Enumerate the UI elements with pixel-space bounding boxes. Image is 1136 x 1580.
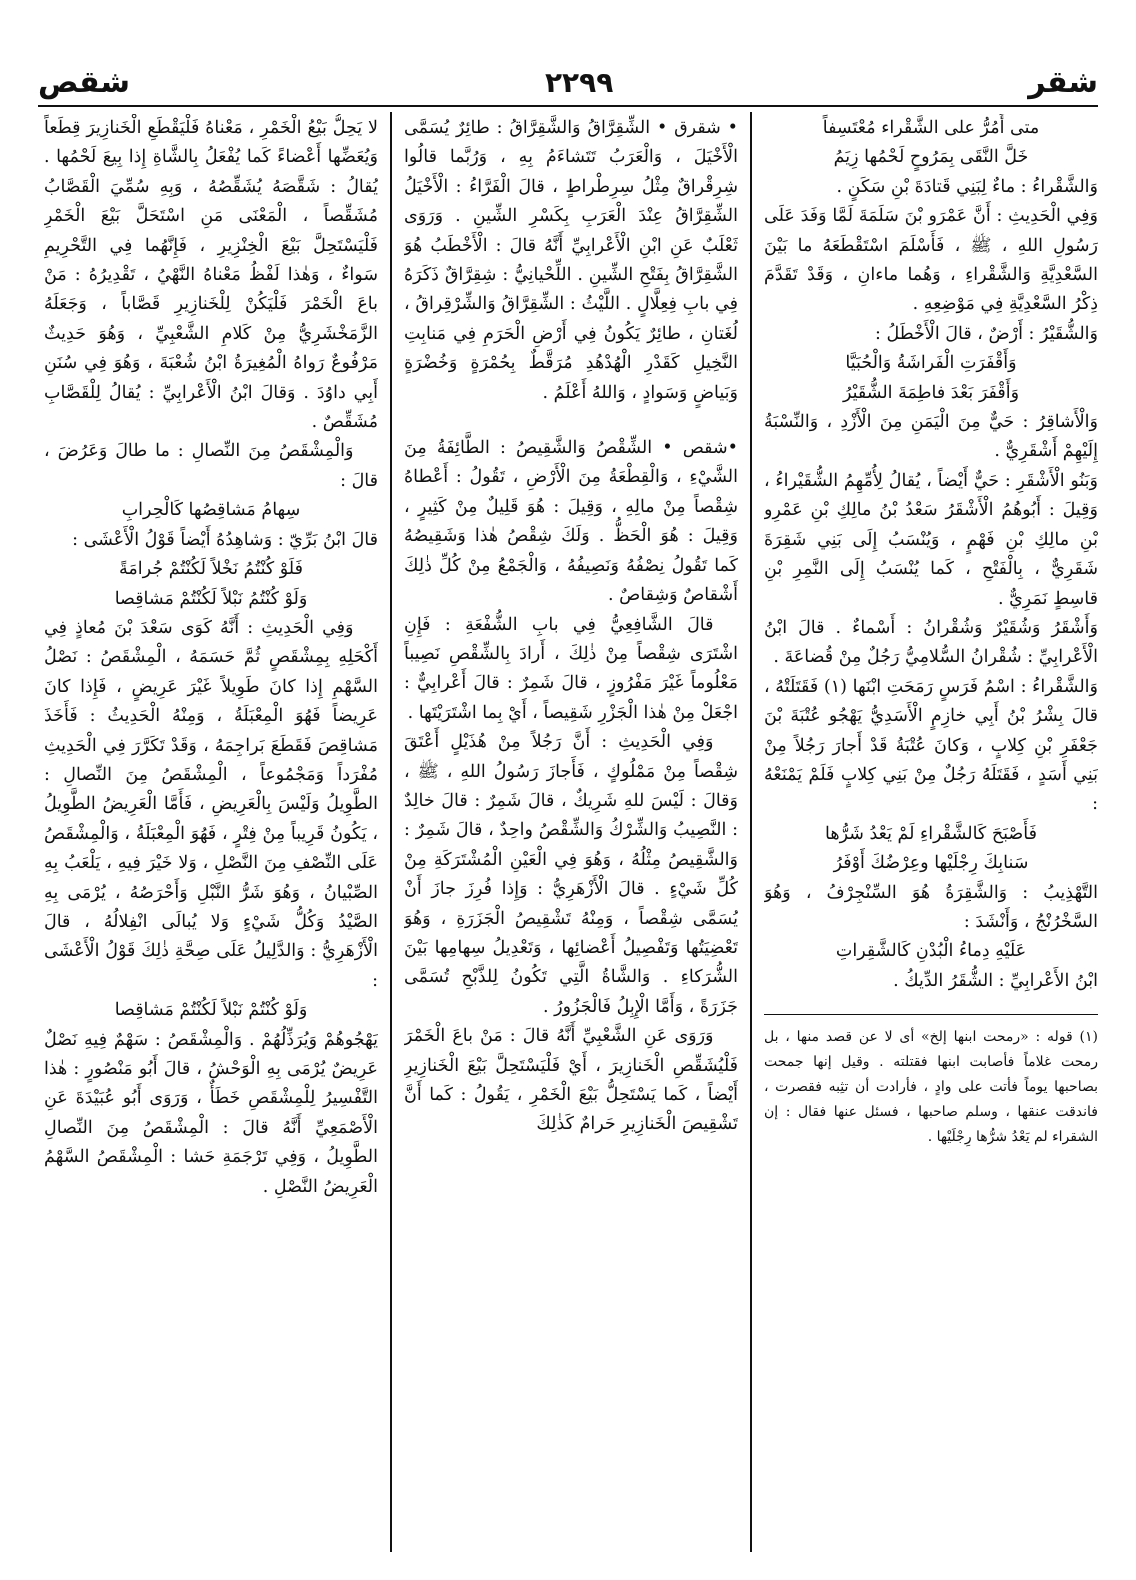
verse-line: وَلَوْ كُنْتُمْ نَبْلاً لَكُنْتُمْ مَشاقِصا [114,1000,308,1021]
page-number: ٢٢٩٩ [544,65,614,99]
header-right-word: شقر [1028,64,1098,100]
paragraph: وَالشُّقَيْرُ : أَرْضٌ ، قالَ الْأَخْطَلُ : [874,323,1098,344]
column-middle [404,114,738,1536]
verse-line: وَأَقْفَرَ بَعْدَ فاطِمَةَ الشُّقَيْرُ [842,382,1020,403]
column-divider [390,112,392,1552]
entry-gap [404,408,738,434]
verse-line: متى أَمُرُّ على الشَّقْراء مُعْتَسِفاً [822,118,1040,138]
column-divider [750,112,752,1552]
paragraph: وَالْمِشْقَصُ مِنَ النِّصالِ : ما طالَ وَعَرُضَ ، قالَ : [44,441,378,491]
verse-line: سَنابِكَ رِجْلَيْها وعِرْضُكَ أَوْفَرُ [833,853,1029,874]
paragraph: وَفِي الْحَدِيثِ : أَنَّهُ كَوَى سَعْدَ بْنَ مُعاذٍ فِي أَكْحَلِهِ بِمِشْقَصٍ ثُمَّ حَسَمَهُ ، الْمِشْقَصُ : نَصْلُ السَّهْمِ إِذا كانَ طَوِيلاً غَيْرَ عَرِيضٍ ، فَإِذا كانَ عَرِيضاً فَهُوَ الْمِعْبَلَةُ ، وَمِنْهُ الْحَدِيثُ : فَأَخَذَ مَشاقِصَ فَقَطَعَ بَراجِمَهُ ، وَقَدْ تَكَرَّرَ فِي الْحَدِيثِ مُفْرَداً وَمَجْمُوعاً ، الْمِشْقَصُ مِنَ النِّصالِ : الطَّوِيلُ وَلَيْسَ بِالْعَرِيضِ ، فَأَمَّا الْعَرِيضُ الطَّوِيلُ ، يَكُونُ قَرِيباً مِنْ فِتْرٍ ، فَهُوَ الْمِعْبَلَةُ ، وَالْمِشْقَصُ عَلَى النِّصْفِ مِنَ النَّصْلِ ، وَلا خَيْرَ فِيهِ ، يَلْعَبُ بِهِ الصِّبْيانُ ، وَهُوَ شَرُّ النَّبْلِ وَأَحْرَصُهُ ، يُرْمَى بِهِ الصَّيْدُ وَكُلُّ شَيْءٍ وَلا يُبالَى انْفِلالُهُ ، قالَ الْأَزْهَرِيُّ : وَالدَّلِيلُ عَلَى صِحَّةِ ذٰلِكَ قَوْلُ الْأَعْشَى : [44,617,378,991]
paragraph: لا يَحِلُّ بَيْعُ الْخَمْرِ ، مَعْناهُ فَلْيَقْطَعِ الْخَنازِيرَ قِطَعاً وَيُعَضِّها أَعْضاءً كَما يُفْعَلُ بِالشَّاةِ إِذا بِيعَ لَحْمُها . يُقالُ : شَقَّصَهُ يُشَقِّصُهُ ، وَبِهِ سُمِّيَ الْقَصَّابُ مُشَقِّصاً ، الْمَعْنَى مَنِ اسْتَحَلَّ بَيْعَ الْخَمْرِ فَلْيَسْتَحِلَّ بَيْعَ الْخِنْزِيرِ ، فَإِنَّهُما فِي التَّحْرِيمِ سَواءٌ ، وَهٰذا لَفْظُ مَعْناهُ النَّهْيُ ، تَقْدِيرُهُ : مَنْ باعَ الْخَمْرَ فَلْيَكُنْ لِلْخَنازِيرِ قَصَّاباً ، وَجَعَلَهُ الزَّمَخْشَرِيُّ مِنْ كَلامِ الشَّعْبِيِّ ، وَهُوَ حَدِيثٌ مَرْفُوعٌ رَواهُ الْمُغِيرَةُ ابْنُ شُعْبَةَ ، وَهُوَ فِي سُنَنِ أَبِي داوُدَ . وَقالَ ابْنُ الْأَعْرابِيِّ : يُقالُ لِلْقَصَّابِ مُشَقِّصٌ . [44,118,378,433]
verse-line: وَلَوْ كُنْتُمُ نَبْلاً لَكُنْتُمْ مَشاقِصا [114,588,308,609]
column-left [44,114,378,1536]
footnote: (١) قوله : «رمحت ابنها إلخ» أى لا عن قصد منها ، بل رمحت غلاماً فأصابت ابنها فقتلته . وقيل إنها جمحت بصاحبها يوماً فأتت على وادٍ ، فأرادت أن تثِبه فقصرت ، فاندقت عنقها ، وسلم صاحبها ، فسئل عنها فقال : إن الشقراء لم يَعْدُ شرُّها رِجْلَيْها . [764,1029,1098,1146]
paragraph: ابْنُ الأَعْرابِيِّ : الشُّقَرُ الدِّيكُ . [893,970,1098,991]
paragraph: قالَ ابْنُ بَرِّيّ : وَشاهِدُهُ أَيْضاً قَوْلُ الْأَعْشَى : [72,529,378,550]
paragraph: وَالشَّقْراءُ : ماءٌ لِبَنِي قَتادَةَ بْنِ سَكَنٍ . [836,176,1098,197]
verse-line: فَأَصْبَحَ كَالشَّقْراءِ لَمْ يَعْدُ شَرُّها [825,823,1037,844]
paragraph: وَبَنُو الْأَشْقَرِ : حَيٌّ أَيْضاً ، يُقالُ لِأُمِّهِمُ الشُّقَيْراءُ ، وَقِيلَ : أَبُوهُمُ الْأَشْقَرُ سَعْدُ بْنُ مالِكِ بْنِ عَمْرِو بْنِ مالِكِ بْنِ فَهْمٍ ، وَيُنْسَبُ إِلَى بَنِي شَقِرَةَ شَقَرِيٌّ ، بِالْفَتْحِ ، كَما يُنْسَبُ إِلَى النَّمِرِ بْنِ قاسِطٍ نَمَرِيٌّ . [764,470,1098,609]
verse-line: عَلَيْهِ دِماءُ الْبُدْنِ كَالشَّقِراتِ [835,941,1027,962]
paragraph: وَفِي الْحَدِيثِ : أَنَّ عَمْرَو بْنَ سَلَمَةَ لَمَّا وَفَدَ عَلَى رَسُولِ اللهِ ، ﷺ ، فَأَسْلَمَ اسْتَقْطَعَهُ ما بَيْنَ السَّعْدِيَّةِ وَالشَّقْراءِ ، وَهُما ماءانِ ، وَقَدْ تَقَدَّمَ ذِكْرُ السَّعْدِيَّةِ فِي مَوْضِعِهِ . [764,206,1098,315]
verse-line: فَلَوْ كُنْتُمُ نَخْلاً لَكُنْتُمْ جُرامَةً [119,559,303,580]
header-rule [38,105,1098,107]
paragraph: قالَ الشَّافِعِيُّ فِي بابِ الشُّفْعَةِ : فَإِنِ اشْتَرَى شِقْصاً مِنْ ذٰلِكَ ، أَرادَ بِالشِّقْصِ نَصِيباً مَعْلُوماً غَيْرَ مَفْرُوزٍ ، قالَ شَمِرٌ : قالَ أَعْرابِيٌّ : اجْعَلْ مِنْ هٰذا الْجَزْرِ شَقِيصاً ، أَيْ بِما اشْتَرَيْتَها . [404,614,738,723]
footnote-rule [764,1014,1098,1015]
paragraph: وَأَشْقَرُ وَشُقَيْرٌ وَشُقْرانُ : أَسْماءٌ . قالَ ابْنُ الْأَعْرابِيِّ : شُقْرانُ السُّلامِيُّ رَجُلٌ مِنْ قُضاعَةَ . [764,617,1098,668]
verse-line: خَلَّ النَّقَى بِمَرُوحٍ لَحْمُها زِيَمُ [833,147,1029,168]
verse-line: سِهامُ مَشاقِصُها كَالْحِرابِ [121,500,301,521]
header-left-word: شقص [38,64,131,100]
paragraph: وَفِي الْحَدِيثِ : أَنَّ رَجُلاً مِنْ هُذَيْلٍ أَعْتَقَ شِقْصاً مِنْ مَمْلُوكٍ ، فَأَجازَ رَسُولُ اللهِ ، ﷺ ، وَقالَ : لَيْسَ للهِ شَرِيكٌ ، قالَ شَمِرٌ : قالَ خالِدٌ : النَّصِيبُ وَالشِّرْكُ وَالشِّقْصُ واحِدٌ ، قالَ شَمِرٌ : وَالشَّقِيصُ مِثْلُهُ ، وَهُوَ فِي الْعَيْنِ الْمُشْتَرَكَةِ مِنْ كُلِّ شَيْءٍ . قالَ الْأَزْهَرِيُّ : وَإِذا فُرِزَ جازَ أَنْ يُسَمَّى شِقْصاً ، وَمِنْهُ تَشْقِيصُ الْجَزَرَةِ ، وَهُوَ تَعْضِيَتُها وَتَفْصِيلُ أَعْضائِها ، وَتَعْدِيلُ سِهامِها بَيْنَ الشُّرَكاءِ . وَالشَّاةُ الَّتِي تَكُونُ لِلذَّبْحِ تُسَمَّى جَزَرَةً ، وَأَمَّا الْإِبِلُ فَالْجَزُورُ . [404,732,738,1017]
column-right [764,114,1098,1536]
entry-shaqraq: • شقرق • الشِّقِرَّاقُ وَالشَّقِرَّاقُ : طائِرٌ يُسَمَّى الْأَخْيَلَ ، وَالْعَرَبُ تَتَشاءَمُ بِهِ ، وَرُبَّما قالُوا شِرِقْراقٌ مِثْلُ سِرِطْراطٍ ، قالَ الْفَرَّاءُ : الْأَخْيَلُ الشِّقِرَّاقُ عِنْدَ الْعَرَبِ بِكَسْرِ الشِّينِ . وَرَوَى ثَعْلَبٌ عَنِ ابْنِ الْأَعْرابِيِّ أَنَّهُ قالَ : الْأَخْطَبُ هُوَ الشَّقِرَّاقُ بِفَتْحِ الشِّينِ . اللِّحْيانِيُّ : شِقِرَّاقٌ ذَكَرَهُ فِي بابِ فِعِلَّالٍ . اللَّيْثُ : الشِّقِرَّاقُ وَالشِّرْقِراقُ ، لُغَتانِ ، طائِرٌ يَكُونُ فِي أَرْضِ الْحَرَمِ فِي مَنابِتِ النَّخِيلِ كَقَدْرِ الْهُدْهُدِ مُرَقَّطٌ بِحُمْرَةٍ وَخُضْرَةٍ وَبَياضٍ وَسَوادٍ ، وَاللهُ أَعْلَمُ . [404,118,738,403]
entry-shaqs: •شقص • الشِّقْصُ وَالشَّقِيصُ : الطَّائِفَةُ مِنَ الشَّيْءِ ، وَالْقِطْعَةُ مِنَ الْأَرْضِ ، تَقُولُ : أَعْطاهُ شِقْصاً مِنْ مالِهِ ، وَقِيلَ : هُوَ قَلِيلٌ مِنْ كَثِيرٍ ، وَقِيلَ : هُوَ الْحَظُّ . وَلَكَ شِقْصُ هٰذا وَشَقِيصُهُ كَما تَقُولُ نِصْفُهُ وَنَصِيفُهُ ، وَالْجَمْعُ مِنْ كُلِّ ذٰلِكَ أَشْقاصٌ وَشِقاصٌ . [404,438,738,606]
paragraph: التَّهْذِيبُ : وَالشَّقِرَةُ هُوَ السِّنْجِرْفُ ، وَهُوَ السَّخْرُنْجُ ، وَأَنْشَدَ : [764,882,1098,932]
paragraph: وَالشَّقْراءُ : اسْمُ فَرَسٍ رَمَحَتِ ابْنَها (١) فَقَتَلَتْهُ ، قالَ بِشْرُ بْنُ أَبِي خازِمٍ الْأَسَدِيُّ يَهْجُو عُتْبَةَ بْنَ جَعْفَرِ بْنِ كِلابٍ ، وَكانَ عُتْبَةُ قَدْ أَجارَ رَجُلاً مِنْ بَنِي أَسَدٍ ، فَقَتَلَهُ رَجُلٌ مِنْ بَنِي كِلابٍ فَلَمْ يَمْنَعْهُ : [764,676,1098,815]
verse-line: وَأَقْفَرَتِ الْفَراشَةُ وَالْحُبَيَّا [845,353,1017,374]
paragraph: وَالْأَشاقِرُ : حَيٌّ مِنَ الْيَمَنِ مِنَ الْأَزْدِ ، وَالنِّسْبَةُ إِلَيْهِمْ أَشْقَرِيٌّ . [764,412,1098,462]
page-header [38,60,1098,104]
paragraph: يَهْجُوهُمْ وَيُرَذِّلُهُمْ . وَالْمِشْقَصُ : سَهْمٌ فِيهِ نَصْلٌ عَرِيضٌ يُرْمَى بِهِ الْوَحْشُ ، قالَ أَبُو مَنْصُورٍ : هٰذا التَّفْسِيرُ لِلْمِشْقَصِ خَطَأٌ ، وَرَوَى أَبُو عُبَيْدَةَ عَنِ الْأَصْمَعِيِّ أَنَّهُ قالَ : الْمِشْقَصُ مِنَ النِّصالِ الطَّوِيلُ ، وَفِي تَرْجَمَةِ حَشا : الْمِشْقَصُ السَّهْمُ الْعَرِيضُ النَّصْلِ . [44,1029,378,1197]
paragraph: وَرَوَى عَنِ الشَّعْبِيِّ أَنَّهُ قالَ : مَنْ باعَ الْخَمْرَ فَلْيُشَقِّصِ الْخَنازِيرَ ، أَيْ فَلْيَسْتَحِلَّ بَيْعَ الْخَنازِيرِ أَيْضاً ، كَما يَسْتَحِلُّ بَيْعَ الْخَمْرِ ، يَقُولُ : كَما أَنَّ تَشْقِيصَ الْخَنازِيرِ حَرامٌ كَذٰلِكَ [404,1026,738,1135]
